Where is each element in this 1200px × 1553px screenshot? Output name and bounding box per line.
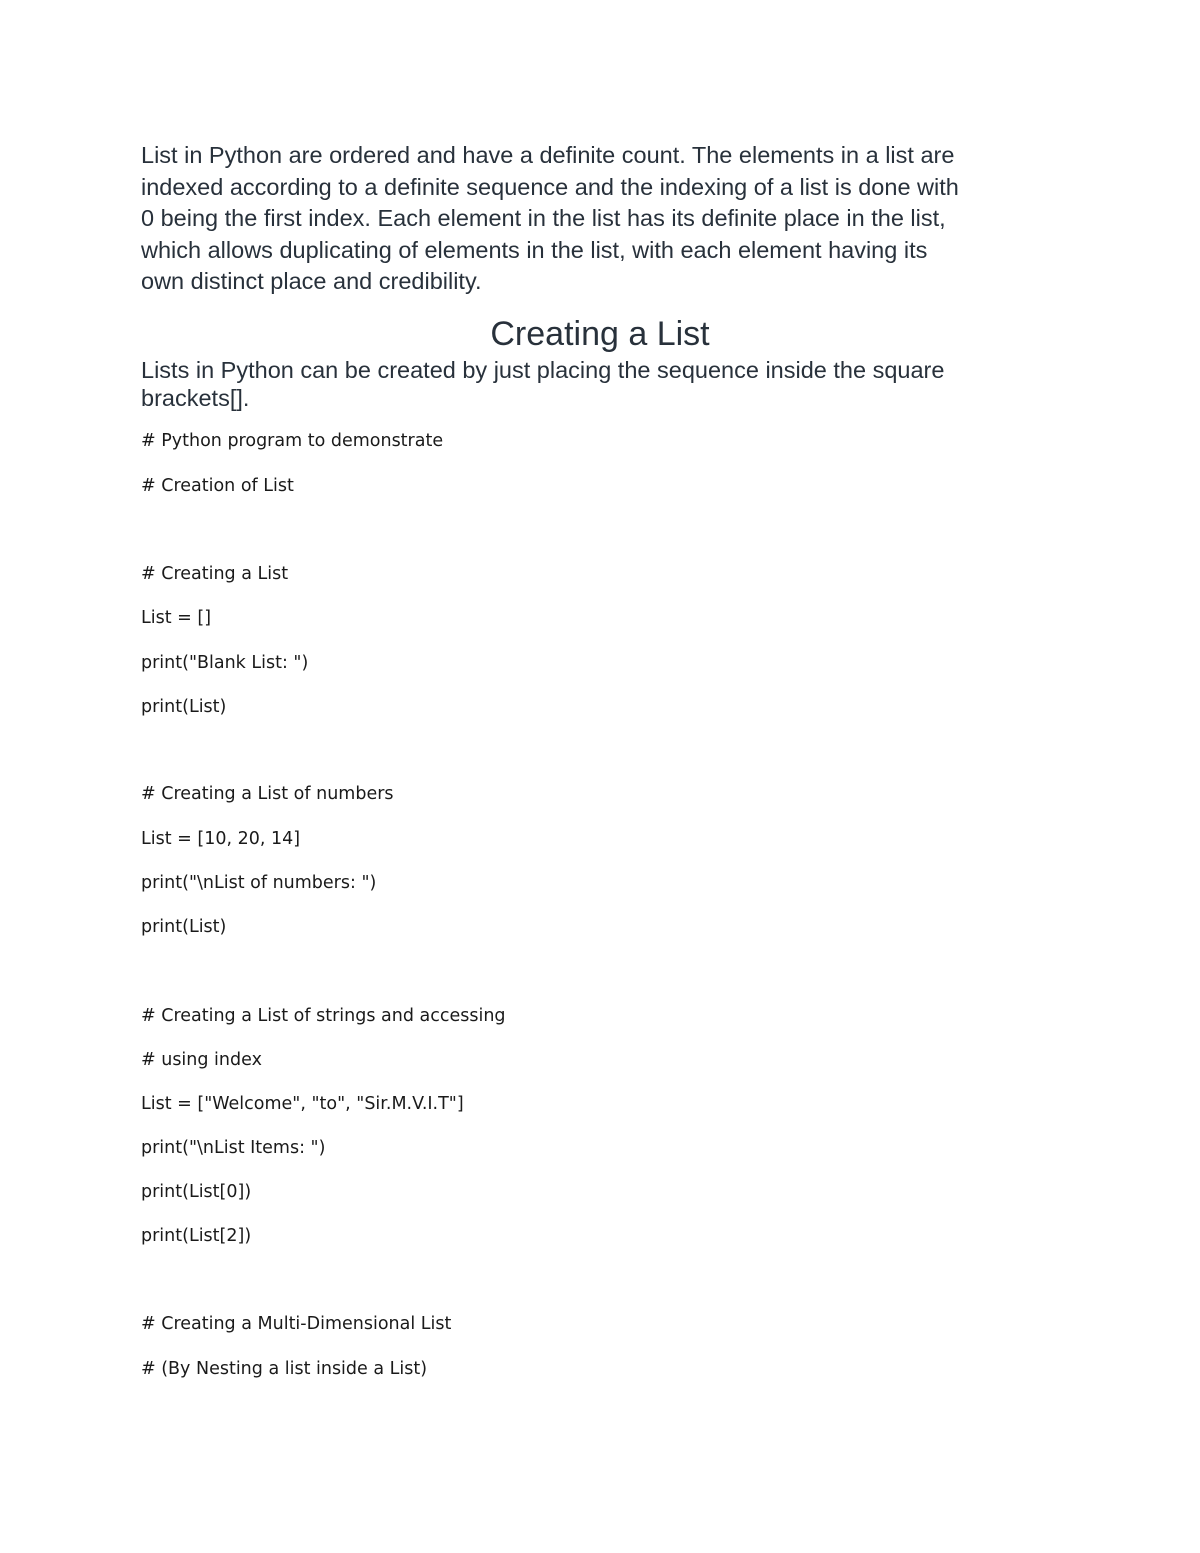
code-line: print("\nList Items: ") xyxy=(141,1138,326,1158)
section-heading: Creating a List xyxy=(490,315,710,353)
intro-line: List in Python are ordered and have a definite count. The elements in a list are xyxy=(141,142,955,168)
intro-paragraph xyxy=(141,140,1061,298)
code-line: print("Blank List: ") xyxy=(141,653,309,673)
code-line: print(List) xyxy=(141,917,227,937)
code-line: print(List[0]) xyxy=(141,1182,252,1202)
intro-line: which allows duplicating of elements in the list, with each element having its xyxy=(141,236,928,263)
code-line: print("\nList of numbers: ") xyxy=(141,873,377,893)
code-comment: # Creating a List of numbers xyxy=(141,784,394,804)
code-comment: # Creating a Multi-Dimensional List xyxy=(141,1314,452,1334)
code-line: print(List) xyxy=(141,697,227,717)
code-line: print(List[2]) xyxy=(141,1226,252,1246)
code-line: List = [10, 20, 14] xyxy=(141,829,301,849)
code-comment: # (By Nesting a list inside a List) xyxy=(141,1359,428,1379)
code-comment: # Creating a List of strings and accessing xyxy=(141,1006,506,1026)
code-comment: # Python program to demonstrate xyxy=(141,431,444,451)
code-line: List = [] xyxy=(141,608,212,628)
intro-line: own distinct place and credibility. xyxy=(141,268,482,294)
code-comment: # Creating a List xyxy=(141,564,289,584)
code-comment: # Creation of List xyxy=(141,476,294,496)
code-comment: # using index xyxy=(141,1050,262,1070)
intro-line: indexed according to a definite sequence and the indexing of a list is done with xyxy=(141,173,959,200)
lead-line: Lists in Python can be created by just placing the sequence inside the square xyxy=(141,357,945,383)
lead-paragraph xyxy=(141,356,1061,412)
intro-line: 0 being the first index. Each element in the list has its definite place in the list, xyxy=(141,205,946,231)
lead-line: brackets[]. xyxy=(141,385,250,411)
code-line: List = ["Welcome", "to", "Sir.M.V.I.T"] xyxy=(141,1094,464,1114)
